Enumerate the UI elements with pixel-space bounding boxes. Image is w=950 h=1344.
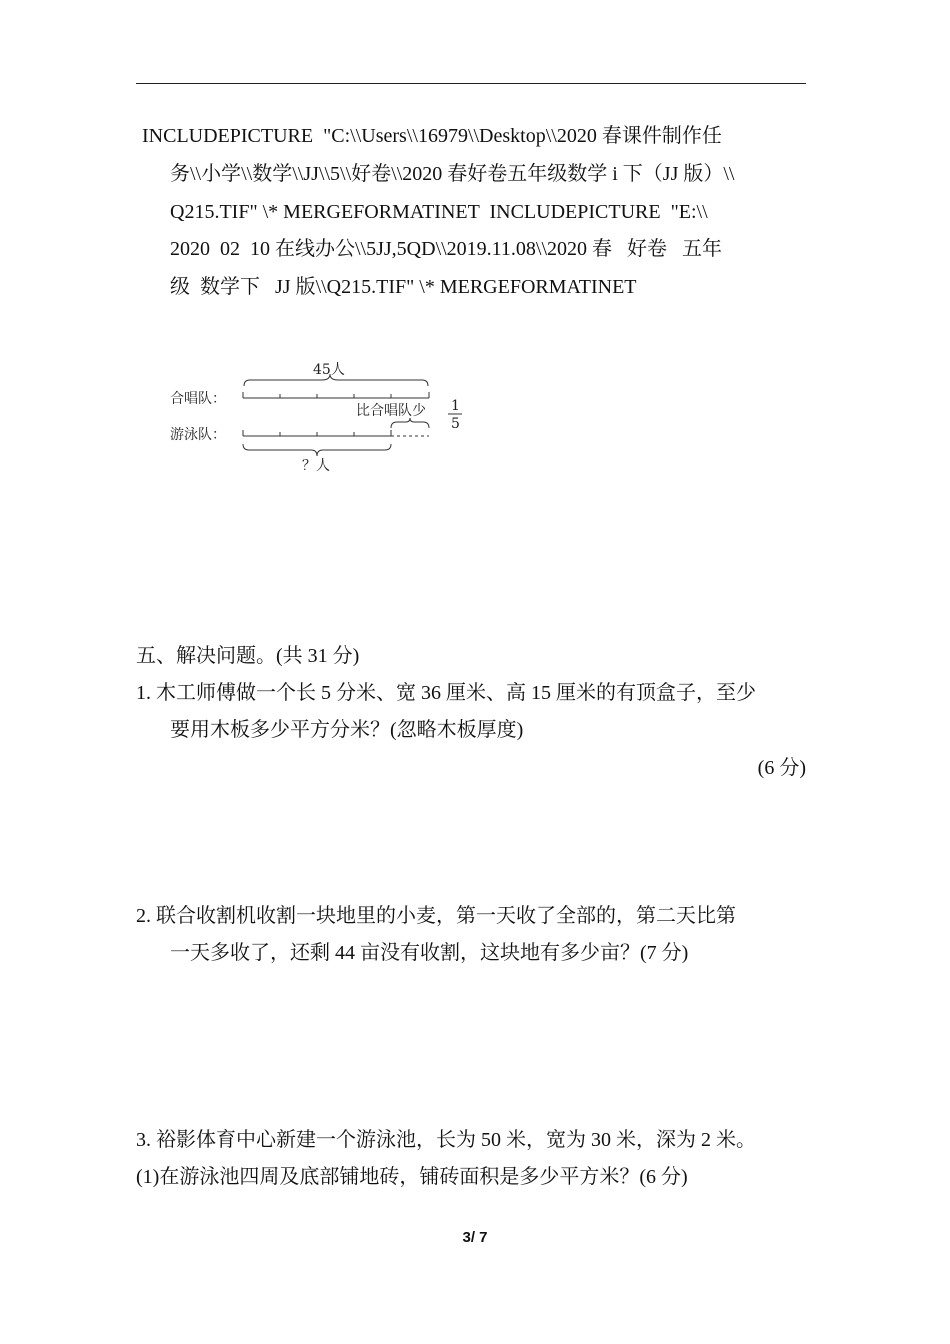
header-rule — [136, 83, 806, 84]
choir-label: 合唱队： — [170, 391, 226, 407]
field-code-line-3: Q215.TIF" \* MERGEFORMATINET INCLUDEPICTURE "E:\\ — [170, 201, 708, 223]
swim-label: 游泳队： — [170, 427, 226, 443]
field-code-line-1: INCLUDEPICTURE "C:\\Users\\16979\\Desktop\\2020 春课件制作任 — [142, 125, 722, 147]
field-code-line-2: 务\\小学\\数学\\JJ\\5\\好卷\\2020 春好卷五年级数学 i 下（JJ 版）\\ — [170, 163, 735, 185]
top-label: 45人 — [313, 362, 345, 378]
question-1-line-2: 要用木板多少平方分米？(忽略木板厚度) — [170, 719, 524, 741]
page-number: 3/ 7 — [462, 1229, 488, 1246]
question-2-line-2: 一天多收了，还剩 44 亩没有收割，这块地有多少亩？(7 分) — [170, 942, 689, 964]
difference-brace — [391, 418, 429, 428]
field-code-line-4: 2020 02 10 在线办公\\5JJ,5QD\\2019.11.08\\2020 春 好卷 五年 — [170, 238, 723, 260]
question-1-line-1: 1. 木工师傅做一个长 5 分米、宽 36 厘米、高 15 厘米的有顶盒子，至少 — [136, 682, 756, 704]
field-code-line-5: 级 数学下 JJ 版\\Q215.TIF" \* MERGEFORMATINET — [170, 276, 637, 298]
compare-label: 比合唱队少 — [356, 403, 426, 419]
fraction-numerator: 1 — [451, 398, 460, 414]
bottom-label: ？人 — [302, 458, 330, 474]
choir-ticks — [243, 392, 429, 398]
section-heading: 五、解决问题。(共 31 分) — [136, 645, 360, 667]
line-segment-diagram — [160, 352, 480, 482]
question-2-line-1: 2. 联合收割机收割一块地里的小麦，第一天收了全部的，第二天比第 — [136, 905, 736, 927]
bottom-brace — [243, 444, 391, 456]
question-3-subquestion-1: (1)在游泳池四周及底部铺地砖，铺砖面积是多少平方米？(6 分) — [136, 1166, 688, 1188]
fraction-denominator: 5 — [451, 416, 460, 432]
question-3-line-1: 3. 裕影体育中心新建一个游泳池，长为 50 米，宽为 30 米，深为 2 米。 — [136, 1129, 756, 1151]
question-1-score: (6 分) — [757, 757, 806, 779]
swim-ticks — [243, 430, 391, 436]
